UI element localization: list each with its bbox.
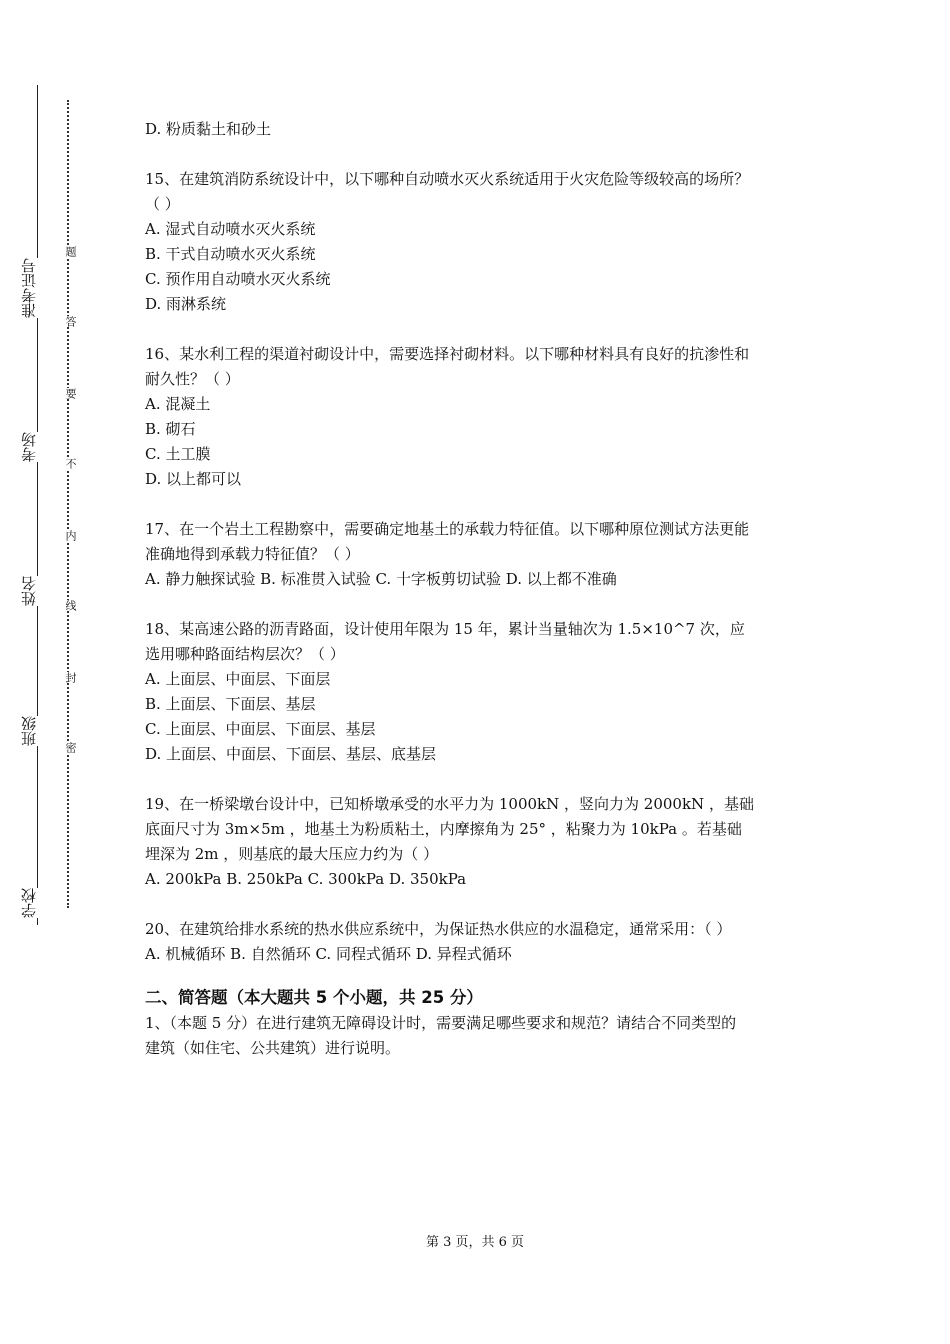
text-line: 20、在建筑给排水系统的热水供应系统中，为保证热水供应的水温稳定，通常采用：（ ）: [145, 920, 732, 938]
seal-char: 不: [58, 458, 76, 469]
blank-line: [145, 892, 815, 917]
text-line: A. 上面层、中面层、下面层: [145, 670, 331, 688]
text-line: C. 预作用自动喷水灭火系统: [145, 270, 331, 288]
seal-char: 密: [58, 742, 76, 753]
text-line: 建筑（如住宅、公共建筑）进行说明。: [145, 1039, 401, 1057]
text-line: B. 砌石: [145, 420, 196, 438]
class-label: 班级: [21, 716, 53, 746]
text-line: 底面尺寸为 3m×5m ，地基土为粉质粘土，内摩擦角为 25° ，粘聚力为 10kPa 。若基础: [145, 820, 742, 838]
seal-char: 答: [58, 316, 76, 327]
text-line: 15、在建筑消防系统设计中，以下哪种自动喷水灭火系统适用于火灾危险等级较高的场所？: [145, 170, 750, 188]
text-line: A. 混凝土: [145, 395, 211, 413]
exam-room-label: 考场: [21, 432, 53, 462]
exam-number-label: 准考证号: [21, 258, 53, 318]
binding-line-dotted: [67, 100, 69, 908]
text-line: 18、某高速公路的沥青路面，设计使用年限为 15 年，累计当量轴次为 1.5×10^7 次，应: [145, 620, 745, 638]
text-line: 埋深为 2m ，则基底的最大压应力约为（ ）: [145, 845, 439, 863]
text-line: D. 粉质黏土和砂土: [145, 120, 272, 138]
text-line: D. 上面层、中面层、下面层、基层、底基层: [145, 745, 437, 763]
binding-line-solid: [37, 85, 38, 925]
text-line: C. 土工膜: [145, 445, 211, 463]
text-line: B. 上面层、下面层、基层: [145, 695, 316, 713]
text-line: A. 机械循环 B. 自然循环 C. 同程式循环 D. 异程式循环: [145, 945, 512, 963]
text-line: A. 静力触探试验 B. 标准贯入试验 C. 十字板剪切试验 D. 以上都不准确: [145, 570, 617, 588]
blank-line: [145, 317, 815, 342]
text-line: 17、在一个岩土工程勘察中，需要确定地基土的承载力特征值。以下哪种原位测试方法更能: [145, 520, 750, 538]
blank-line: [145, 492, 815, 517]
text-line: 选用哪种路面结构层次？（ ）: [145, 645, 345, 663]
school-label: 学校: [21, 888, 53, 918]
section-title: 二、简答题（本大题共 5 个小题，共 25 分）: [145, 988, 483, 1007]
text-line: 1、（本题 5 分）在进行建筑无障碍设计时，需要满足哪些要求和规范？请结合不同类型的: [145, 1014, 737, 1032]
seal-char: 题: [58, 246, 76, 257]
blank-line: [145, 592, 815, 617]
text-line: D. 雨淋系统: [145, 295, 227, 313]
text-line: （ ）: [145, 195, 180, 213]
blank-line: [145, 142, 815, 167]
blank-line: [145, 767, 815, 792]
text-line: A. 200kPa B. 250kPa C. 300kPa D. 350kPa: [145, 870, 467, 888]
text-line: 16、某水利工程的渠道衬砌设计中，需要选择衬砌材料。以下哪种材料具有良好的抗渗性和: [145, 345, 750, 363]
seal-char: 内: [58, 530, 76, 541]
seal-char: 线: [58, 600, 76, 611]
text-line: 19、在一桥梁墩台设计中，已知桥墩承受的水平力为 1000kN ，竖向力为 2000kN ，基础: [145, 795, 754, 813]
text-line: 准确地得到承载力特征值？（ ）: [145, 545, 360, 563]
question-content: [145, 117, 815, 1061]
seal-char: 要: [58, 388, 76, 399]
text-line: B. 干式自动喷水灭火系统: [145, 245, 316, 263]
text-line: D. 以上都可以: [145, 470, 242, 488]
spacer: [145, 967, 815, 981]
page-footer: 第 3 页，共 6 页: [425, 1235, 525, 1250]
text-line: 耐久性？（ ）: [145, 370, 240, 388]
seal-char: 封: [58, 672, 76, 683]
name-label: 姓名: [21, 576, 53, 606]
text-line: C. 上面层、中面层、下面层、基层: [145, 720, 376, 738]
text-line: A. 湿式自动喷水灭火系统: [145, 220, 316, 238]
